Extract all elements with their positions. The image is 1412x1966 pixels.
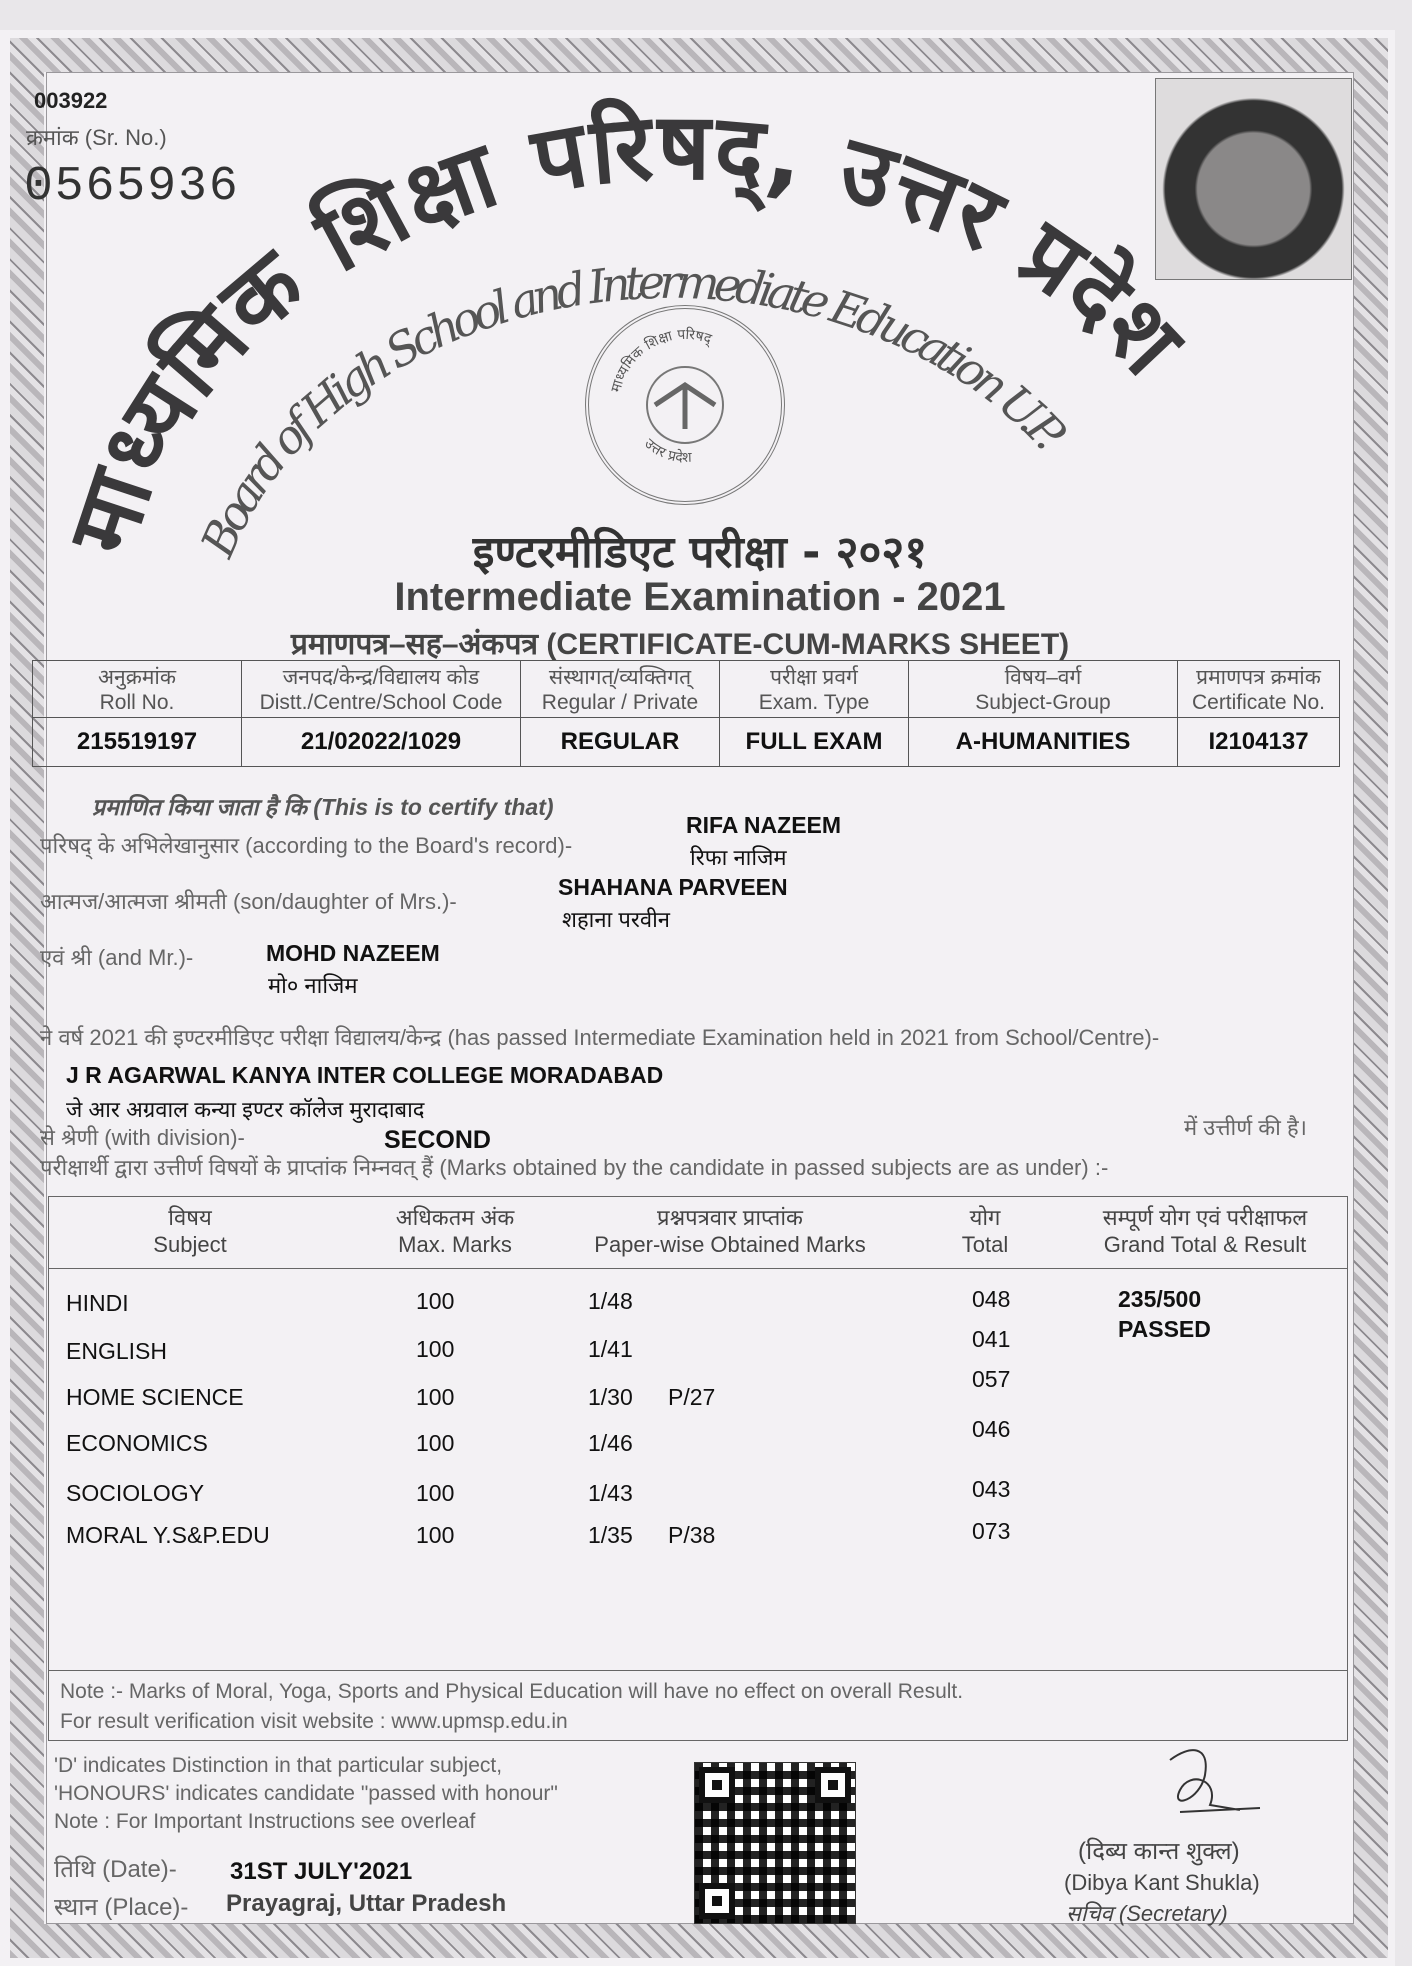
row-subject: ECONOMICS (66, 1430, 208, 1456)
mother-label: आत्मज/आत्मजा श्रीमती (son/daughter of Mrs.)- (40, 889, 457, 914)
subject-group-value: A-HUMANITIES (909, 718, 1178, 767)
exam-title-hindi: इण्टरमीडिएट परीक्षा - २०२१ (472, 527, 928, 578)
grand-total: 235/500 (1118, 1286, 1202, 1312)
father-name-en: MOHD NAZEEM (266, 940, 440, 966)
row-max: 100 (416, 1480, 455, 1506)
regular-private-value: REGULAR (521, 718, 720, 767)
marks-header-total: योग Total (961, 1205, 1009, 1257)
note-instructions: Note : For Important Instructions see overleaf (54, 1810, 476, 1833)
place-value: Prayagraj, Uttar Pradesh (226, 1890, 507, 1917)
info-header-row (33, 661, 1340, 718)
row-max: 100 (416, 1430, 455, 1456)
row-subject: HINDI (66, 1290, 129, 1316)
passed-label: ने वर्ष 2021 की इण्टरमीडिएट परीक्षा विद्यालय/केन्द्र (has passed Intermediate Examination held in 2021 from School/Centre)- (40, 1025, 1160, 1050)
serial-number: 0565936 (24, 160, 240, 214)
passed-suffix: में उत्तीर्ण की है। (1184, 1115, 1307, 1140)
mother-name-hi: शहाना परवीन (562, 907, 670, 932)
note-moral: Note :- Marks of Moral, Yoga, Sports and Physical Education will have no effect on overall Result. (60, 1680, 964, 1703)
roll-no-value: 215519197 (33, 718, 242, 767)
secretary-name-hi: (दिब्य कान्त शुक्ल) (1078, 1838, 1240, 1865)
row-total: 048 (972, 1286, 1011, 1312)
board-name-hindi: माध्यमिक शिक्षा परिषद्, उत्तर प्रदेश (47, 93, 1204, 567)
row-paper1: 1/43 (588, 1480, 633, 1506)
exam-title-english: Intermediate Examination - 2021 (394, 575, 1006, 619)
qr-finder-top-right (815, 1767, 851, 1803)
header-school-code: जनपद/केन्द्र/विद्यालय कोड Distt./Centre/School Code (242, 661, 521, 718)
secretary-signature (1150, 1740, 1270, 1830)
exam-type-value: FULL EXAM (720, 718, 909, 767)
info-value-row (33, 718, 1340, 767)
mother-name-en: SHAHANA PARVEEN (558, 874, 788, 900)
document-type: प्रमाणपत्र–सह–अंकपत्र (CERTIFICATE-CUM-MARKS SHEET) (290, 628, 1070, 661)
father-name-hi: मो० नाजिम (268, 973, 358, 998)
marks-header-divider (48, 1268, 1348, 1269)
row-total: 046 (972, 1416, 1011, 1442)
note-honours: 'HONOURS' indicates candidate "passed with honour" (54, 1782, 558, 1805)
note-distinction: 'D' indicates Distinction in that particular subject, (54, 1754, 503, 1777)
candidate-name-hi: रिफा नाजिम (690, 845, 787, 870)
row-subject: HOME SCIENCE (66, 1384, 244, 1410)
certificate-no-value: I2104137 (1178, 718, 1340, 767)
father-label: एवं श्री (and Mr.)- (40, 945, 194, 970)
verification-qr-code (694, 1762, 856, 1924)
row-total: 041 (972, 1326, 1011, 1352)
division-value: SECOND (384, 1126, 491, 1154)
board-name-english: Board of High School and Intermediate Education U.P. (190, 254, 1076, 565)
board-seal (585, 305, 785, 505)
marks-header-subject: विषय Subject (153, 1205, 227, 1257)
secretary-title: सचिव (Secretary) (1066, 1901, 1228, 1926)
place-label: स्थान (Place)- (54, 1894, 189, 1921)
candidate-info-table (32, 660, 1340, 767)
marks-table (48, 1196, 1348, 1741)
row-paper1: 1/41 (588, 1336, 633, 1362)
qr-finder-top-left (699, 1767, 735, 1803)
row-total: 043 (972, 1476, 1011, 1502)
row-max: 100 (416, 1288, 455, 1314)
row-max: 100 (416, 1336, 455, 1362)
header-exam-type: परीक्षा प्रवर्ग Exam. Type (720, 661, 909, 718)
school-name-hi: जे आर अग्रवाल कन्या इण्टर कॉलेज मुरादाबाद (66, 1097, 425, 1122)
candidate-name-en: RIFA NAZEEM (686, 812, 842, 838)
row-subject: ENGLISH (66, 1338, 167, 1364)
row-paper1: 1/46 (588, 1430, 633, 1456)
date-value: 31ST JULY'2021 (230, 1858, 413, 1885)
svg-text:माध्यमिक शिक्षा परिषद् (608, 326, 714, 394)
marks-intro: परीक्षार्थी द्वारा उत्तीर्ण विषयों के प्राप्तांक निम्नवत् हैं (Marks obtained by the candidate in passed subjects are as under) :- (40, 1155, 1109, 1180)
marks-header-paperwise: प्रश्नपत्रवार प्राप्तांक Paper-wise Obtained Marks (594, 1205, 866, 1257)
header-roll-no: अनुक्रमांक Roll No. (33, 661, 242, 718)
serial-code: 003922 (34, 88, 108, 113)
row-total: 057 (972, 1366, 1011, 1392)
seal-text-bottom: उत्तर प्रदेश (641, 435, 692, 467)
school-name-en: J R AGARWAL KANYA INTER COLLEGE MORADABAD (66, 1062, 664, 1088)
row-paper2: P/27 (668, 1384, 716, 1410)
row-paper1: 1/48 (588, 1288, 633, 1314)
row-total: 073 (972, 1518, 1011, 1544)
row-subject: MORAL Y.S&P.EDU (66, 1522, 270, 1548)
row-paper2: P/38 (668, 1522, 716, 1548)
serial-label: क्रमांक (Sr. No.) (26, 125, 167, 150)
row-paper1: 1/35 (588, 1522, 633, 1548)
row-max: 100 (416, 1384, 455, 1410)
row-max: 100 (416, 1522, 455, 1548)
marks-header-grand-total: सम्पूर्ण योग एवं परीक्षाफल Grand Total & Result (1102, 1205, 1308, 1257)
notes-divider (48, 1670, 1348, 1671)
seal-text-top: माध्यमिक शिक्षा परिषद् (608, 326, 714, 395)
note-verification: For result verification visit website : www.upmsp.edu.in (60, 1710, 568, 1733)
record-label: परिषद् के अभिलेखानुसार (according to the Board's record)- (40, 833, 573, 858)
date-label: तिथि (Date)- (54, 1856, 177, 1883)
header-subject-group: विषय–वर्ग Subject-Group (909, 661, 1178, 718)
school-code-value: 21/02022/1029 (242, 718, 521, 767)
certify-intro: प्रमाणित किया जाता है कि (This is to certify that) (92, 794, 554, 820)
qr-finder-bottom-left (699, 1883, 735, 1919)
svg-text:उत्तर प्रदेश (641, 436, 692, 466)
row-paper1: 1/30 (588, 1384, 633, 1410)
row-subject: SOCIOLOGY (66, 1480, 205, 1506)
marks-header-max: अधिकतम अंक Max. Marks (395, 1205, 515, 1257)
header-certificate-no: प्रमाणपत्र क्रमांक Certificate No. (1178, 661, 1340, 718)
header-regular-private: संस्थागत्/व्यक्तिगत् Regular / Private (521, 661, 720, 718)
result-status: PASSED (1118, 1316, 1211, 1342)
secretary-name-en: (Dibya Kant Shukla) (1064, 1870, 1260, 1895)
division-label: से श्रेणी (with division)- (40, 1125, 245, 1150)
